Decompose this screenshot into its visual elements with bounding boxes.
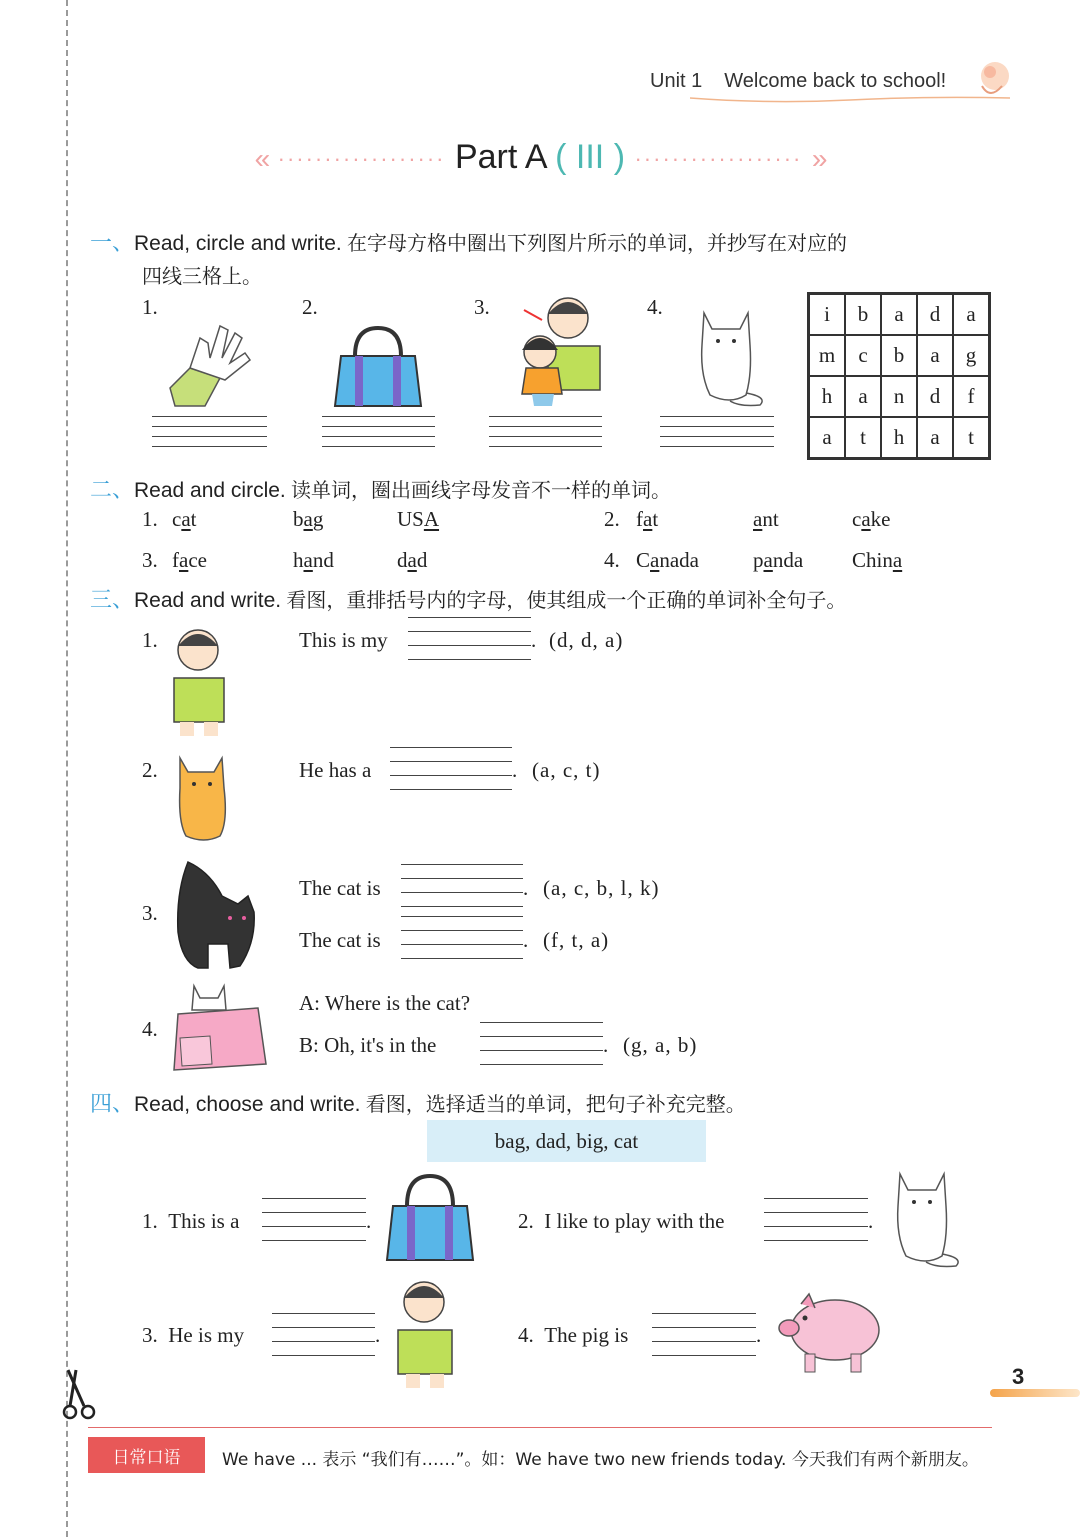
s2-number: 3. <box>142 548 158 572</box>
grid-cell[interactable]: t <box>953 417 989 458</box>
part-roman: ( III ) <box>555 138 626 176</box>
s3-item-number: 3. <box>142 901 158 925</box>
cat-picture-icon <box>886 1166 961 1270</box>
section1-cn2: 四线三格上。 <box>142 264 262 288</box>
s2-word[interactable]: panda <box>753 548 804 572</box>
s3-answer-lines[interactable] <box>408 617 531 659</box>
cat-picture-icon <box>690 305 765 410</box>
right-arrows-icon: » <box>811 143 826 174</box>
grid-cell[interactable]: f <box>953 376 989 417</box>
s1-write-lines-3[interactable] <box>489 416 602 446</box>
s2-word[interactable]: bag <box>293 507 324 531</box>
s3-item-number: 2. <box>142 758 158 782</box>
s3-sentence: He has a <box>299 758 372 782</box>
s3-hint: (g, a, b) <box>623 1033 698 1057</box>
grid-cell[interactable]: a <box>917 417 953 458</box>
cat-in-bag-picture-icon <box>170 978 270 1074</box>
section2-en: Read and circle. <box>134 479 286 502</box>
grid-cell[interactable]: n <box>881 376 917 417</box>
section1-cn: 在字母方格中圈出下列图片所示的单词，并抄写在对应的 <box>347 231 848 255</box>
section1-heading <box>90 226 847 257</box>
section1-number: 一、 <box>90 231 135 256</box>
s2-word[interactable]: cat <box>172 507 197 531</box>
s1-write-lines-4[interactable] <box>660 416 774 446</box>
section2-cn: 读单词，圈出画线字母发音不一样的单词。 <box>291 478 672 502</box>
s2-word[interactable]: China <box>852 548 903 572</box>
s4-answer-lines[interactable] <box>764 1198 868 1240</box>
section3-en: Read and write. <box>134 589 282 612</box>
grid-cell[interactable]: d <box>917 376 953 417</box>
part-label: Part A <box>454 138 546 176</box>
grid-cell[interactable]: t <box>845 417 881 458</box>
s3-answer-lines[interactable] <box>401 864 523 906</box>
s1-item2-number: 2. <box>302 295 318 319</box>
s2-number: 4. <box>604 548 620 572</box>
bag-picture-icon <box>333 326 423 410</box>
section1-en: Read, circle and write. <box>134 232 342 255</box>
s3-hint: (a, c, t) <box>532 758 601 782</box>
left-arrows-icon: « <box>254 143 269 174</box>
s3-hint: (d, d, a) <box>549 628 624 652</box>
s2-word[interactable]: dad <box>397 548 428 572</box>
grid-cell[interactable]: b <box>845 294 881 335</box>
boy-picture-icon <box>168 624 234 738</box>
section3-cn: 看图，重排括号内的字母，使其组成一个正确的单词补全句子。 <box>286 588 847 612</box>
right-dots: ·················· <box>634 146 803 172</box>
s2-number: 1. <box>142 507 158 531</box>
cut-line <box>66 0 68 1537</box>
bag-picture-icon <box>385 1174 475 1264</box>
s3-sentence: The cat is <box>299 928 381 952</box>
header-decoration-icon <box>690 58 1020 108</box>
s2-number: 2. <box>604 507 620 531</box>
grid-cell[interactable]: h <box>809 376 845 417</box>
s3-sentence: B: Oh, it's in the <box>299 1033 437 1057</box>
grid-cell[interactable]: c <box>845 335 881 376</box>
section4-cn: 看图，选择适当的单词，把句子补充完整。 <box>365 1092 746 1116</box>
s3-answer-lines[interactable] <box>480 1022 603 1064</box>
word-bank: bag, dad, big, cat <box>427 1120 706 1162</box>
s4-item: 4. The pig is <box>518 1323 629 1347</box>
section4-heading <box>90 1087 746 1118</box>
grid-cell[interactable]: d <box>917 294 953 335</box>
s3-answer-lines[interactable] <box>401 916 523 958</box>
grid-cell[interactable]: a <box>917 335 953 376</box>
grid-cell[interactable]: m <box>809 335 845 376</box>
grid-cell[interactable]: a <box>809 417 845 458</box>
s2-word[interactable]: ant <box>753 507 779 531</box>
part-title <box>0 138 1080 177</box>
s3-sentence: This is my <box>299 628 388 652</box>
scissors-icon <box>62 1368 102 1424</box>
s4-answer-lines[interactable] <box>272 1313 375 1355</box>
grid-cell[interactable]: g <box>953 335 989 376</box>
s2-word[interactable]: face <box>172 548 207 572</box>
s3-hint: (a, c, b, l, k) <box>543 876 660 900</box>
grid-cell[interactable]: a <box>953 294 989 335</box>
section1-heading-cont <box>142 260 262 289</box>
s2-word[interactable]: fat <box>636 507 659 531</box>
hand-picture-icon <box>160 318 255 410</box>
grid-cell[interactable]: a <box>845 376 881 417</box>
section2-number: 二、 <box>90 478 135 503</box>
s1-item1-number: 1. <box>142 295 158 319</box>
s1-write-lines-1[interactable] <box>152 416 267 446</box>
grid-cell[interactable]: h <box>881 417 917 458</box>
s1-item4-number: 4. <box>647 295 663 319</box>
left-dots: ·················· <box>277 146 446 172</box>
s2-word[interactable]: cake <box>852 507 891 531</box>
grid-cell[interactable]: b <box>881 335 917 376</box>
section4-number: 四、 <box>90 1092 135 1117</box>
s3-answer-lines[interactable] <box>390 747 512 789</box>
grid-cell[interactable]: a <box>881 294 917 335</box>
s3-hint: (f, t, a) <box>543 928 610 952</box>
s3-sentence: The cat is <box>299 876 381 900</box>
s1-write-lines-2[interactable] <box>322 416 435 446</box>
s4-item: 1. This is a <box>142 1209 240 1233</box>
s2-word[interactable]: Canada <box>636 548 699 572</box>
page-number: 3 <box>1012 1364 1025 1389</box>
cat-black-picture-icon <box>168 852 260 972</box>
footer-line <box>88 1427 992 1428</box>
family-picture-icon <box>506 290 606 410</box>
s1-item3-number: 3. <box>474 295 490 319</box>
grid-cell[interactable]: i <box>809 294 845 335</box>
s3-item-number: 1. <box>142 628 158 652</box>
s4-answer-lines[interactable] <box>262 1198 366 1240</box>
s3-question: A: Where is the cat? <box>299 991 471 1015</box>
s2-word[interactable]: USA <box>397 507 440 531</box>
section3-heading <box>90 583 846 614</box>
unit-label: Unit 1 <box>650 70 703 92</box>
pig-picture-icon <box>775 1290 885 1376</box>
s3-item-number: 4. <box>142 1017 158 1041</box>
section2-heading <box>90 473 671 504</box>
s4-item: 2. I like to play with the <box>518 1209 725 1233</box>
cat-orange-picture-icon <box>170 752 236 846</box>
s4-answer-lines[interactable] <box>652 1313 756 1355</box>
page-number-bar <box>990 1389 1080 1397</box>
unit-title: Welcome back to school! <box>724 70 947 92</box>
footer-text: We have ... 表示 “我们有……”。如：We have two new friends today. 今天我们有两个新朋友。 <box>222 1450 979 1470</box>
section4-en: Read, choose and write. <box>134 1093 361 1116</box>
letter-grid[interactable] <box>807 292 991 460</box>
boy-picture-icon <box>392 1274 462 1392</box>
s2-word[interactable]: hand <box>293 548 334 572</box>
footer-badge: 日常口语 <box>88 1437 205 1473</box>
s4-item: 3. He is my <box>142 1323 245 1347</box>
section3-number: 三、 <box>90 588 135 613</box>
